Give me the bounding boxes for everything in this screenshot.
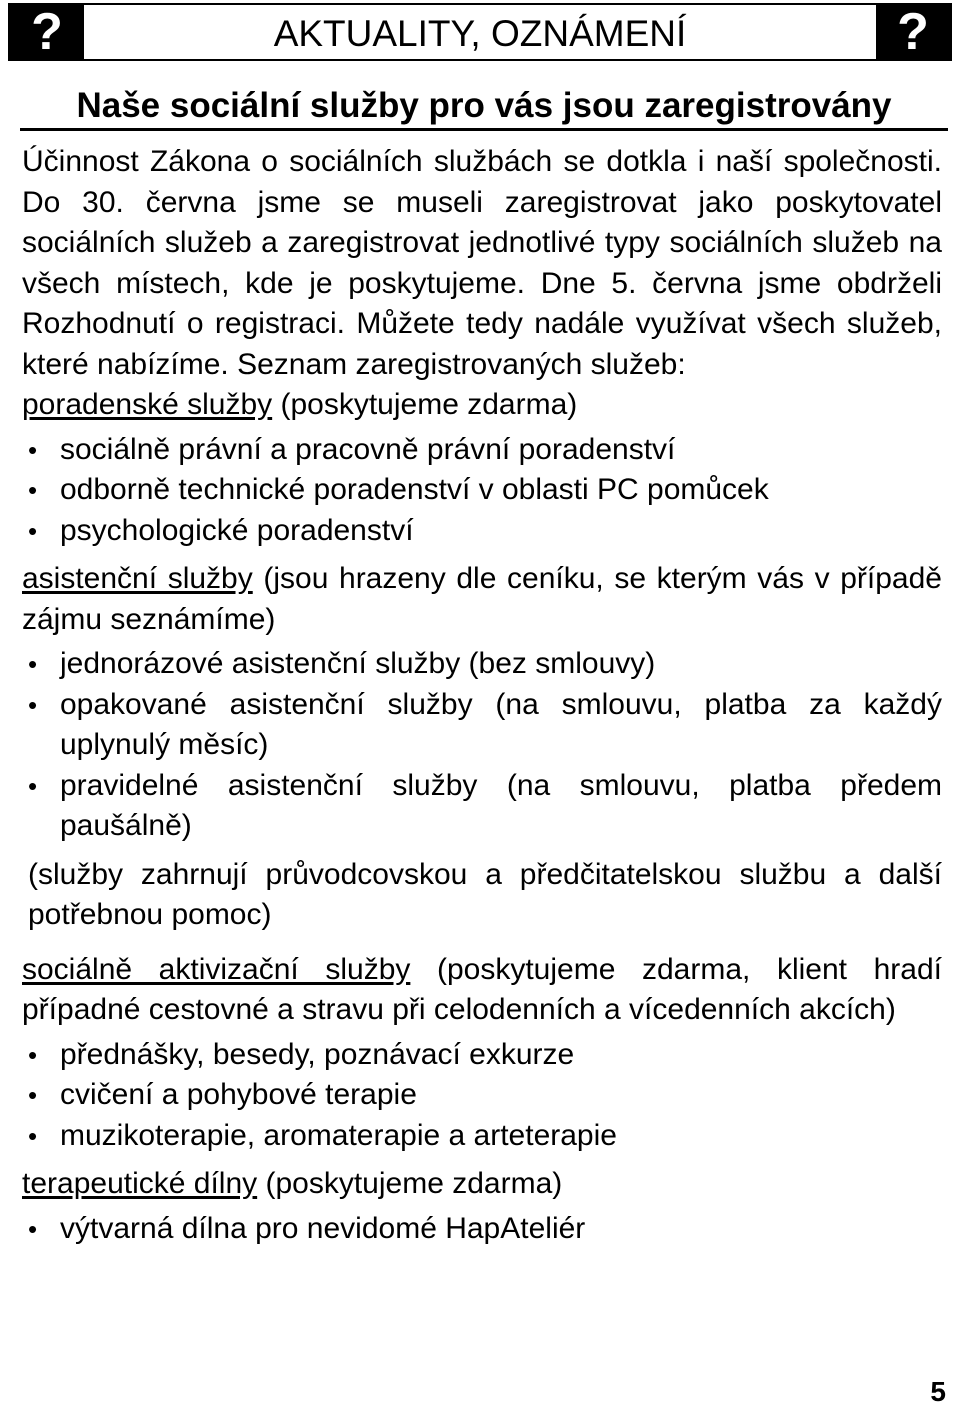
list-item-text: psychologické poradenství xyxy=(60,513,414,547)
services-note: (služby zahrnují průvodcovskou a předčitatelskou službu a další potřebnou pomoc) xyxy=(28,857,942,931)
list-item xyxy=(22,644,942,685)
list-item-text: opakované asistenční služby (na smlouvu, platba za každý uplynulý měsíc) xyxy=(60,687,942,761)
bullet-icon: • xyxy=(28,1120,38,1151)
bullet-icon: • xyxy=(28,770,38,801)
category-note: (poskytujeme zdarma) xyxy=(272,388,578,421)
header-bar xyxy=(8,3,952,61)
page-title: AKTUALITY, OZNÁMENÍ xyxy=(273,13,687,54)
category-note: (poskytujeme zdarma) xyxy=(257,1167,563,1200)
list-item-text: muzikoterapie, aromaterapie a arteterapie xyxy=(60,1118,617,1152)
bullet-icon: • xyxy=(28,1080,38,1110)
list-item-text: jednorázové asistenční služby (bez smlouvy) xyxy=(60,647,656,680)
bullet-icon: • xyxy=(28,475,38,505)
list-item xyxy=(22,470,942,511)
category-note: (poskytujeme zdarma, klient hradí případné cestovné a stravu při celodenních a vícedenních akcích) xyxy=(22,952,942,1026)
intro-paragraph: Účinnost Zákona o sociálních službách se dotkla i naší společnosti. Do 30. června jsme se museli zaregistrovat jako poskytovatel sociálních služeb a zaregistrovat jednotlivé typy sociálních služeb na všech místech, kde je poskytujeme. Dne 5. června jsme obdrželi Rozhodnutí o registraci. Můžete tedy nadále využívat všech služeb, které nabízíme. Seznam zaregistrovaných služeb: xyxy=(22,145,942,381)
list-item xyxy=(22,1035,942,1076)
category-heading xyxy=(22,950,942,1031)
list-item xyxy=(22,430,942,471)
list-item xyxy=(22,1209,942,1250)
category-label: sociálně aktivizační služby xyxy=(22,952,411,986)
list-item xyxy=(22,1116,942,1157)
category-label: poradenské služby xyxy=(22,388,273,421)
service-list xyxy=(22,430,942,552)
list-item-text: pravidelné asistenční služby (na smlouvu, platba předem paušálně) xyxy=(60,768,942,842)
bullet-icon: • xyxy=(28,515,38,546)
category-heading xyxy=(22,559,942,640)
list-item-text: přednášky, besedy, poznávací exkurze xyxy=(60,1037,575,1071)
list-item xyxy=(22,1075,942,1116)
bullet-icon: • xyxy=(28,689,38,720)
article-subtitle: Naše sociální služby pro vás jsou zaregistrovány xyxy=(20,84,948,131)
service-list xyxy=(22,1035,942,1157)
list-item-text: odborně technické poradenství v oblasti PC pomůcek xyxy=(60,473,769,506)
question-mark-icon: ? xyxy=(876,5,950,59)
article-body xyxy=(22,142,942,1257)
category-heading xyxy=(22,385,942,426)
page-number: 5 xyxy=(930,1376,946,1407)
category-label: asistenční služby xyxy=(22,562,253,595)
service-list xyxy=(22,1209,942,1250)
service-list xyxy=(22,644,942,847)
bullet-icon: • xyxy=(28,649,38,679)
category-label: terapeutické dílny xyxy=(22,1167,258,1200)
list-item xyxy=(22,766,942,847)
category-heading xyxy=(22,1164,942,1205)
bullet-icon: • xyxy=(28,1213,38,1244)
bullet-icon: • xyxy=(28,1039,38,1070)
bullet-icon: • xyxy=(28,434,38,465)
list-item-text: výtvarná dílna pro nevidomé HapAteliér xyxy=(60,1211,586,1245)
question-mark-icon: ? xyxy=(10,5,84,59)
list-item xyxy=(22,685,942,766)
list-item xyxy=(22,511,942,552)
list-item-text: sociálně právní a pracovně právní poradenství xyxy=(60,432,676,466)
category-note: (jsou hrazeny dle ceníku, se kterým vás v případě zájmu seznámíme) xyxy=(22,562,942,636)
list-item-text: cvičení a pohybové terapie xyxy=(60,1078,417,1111)
